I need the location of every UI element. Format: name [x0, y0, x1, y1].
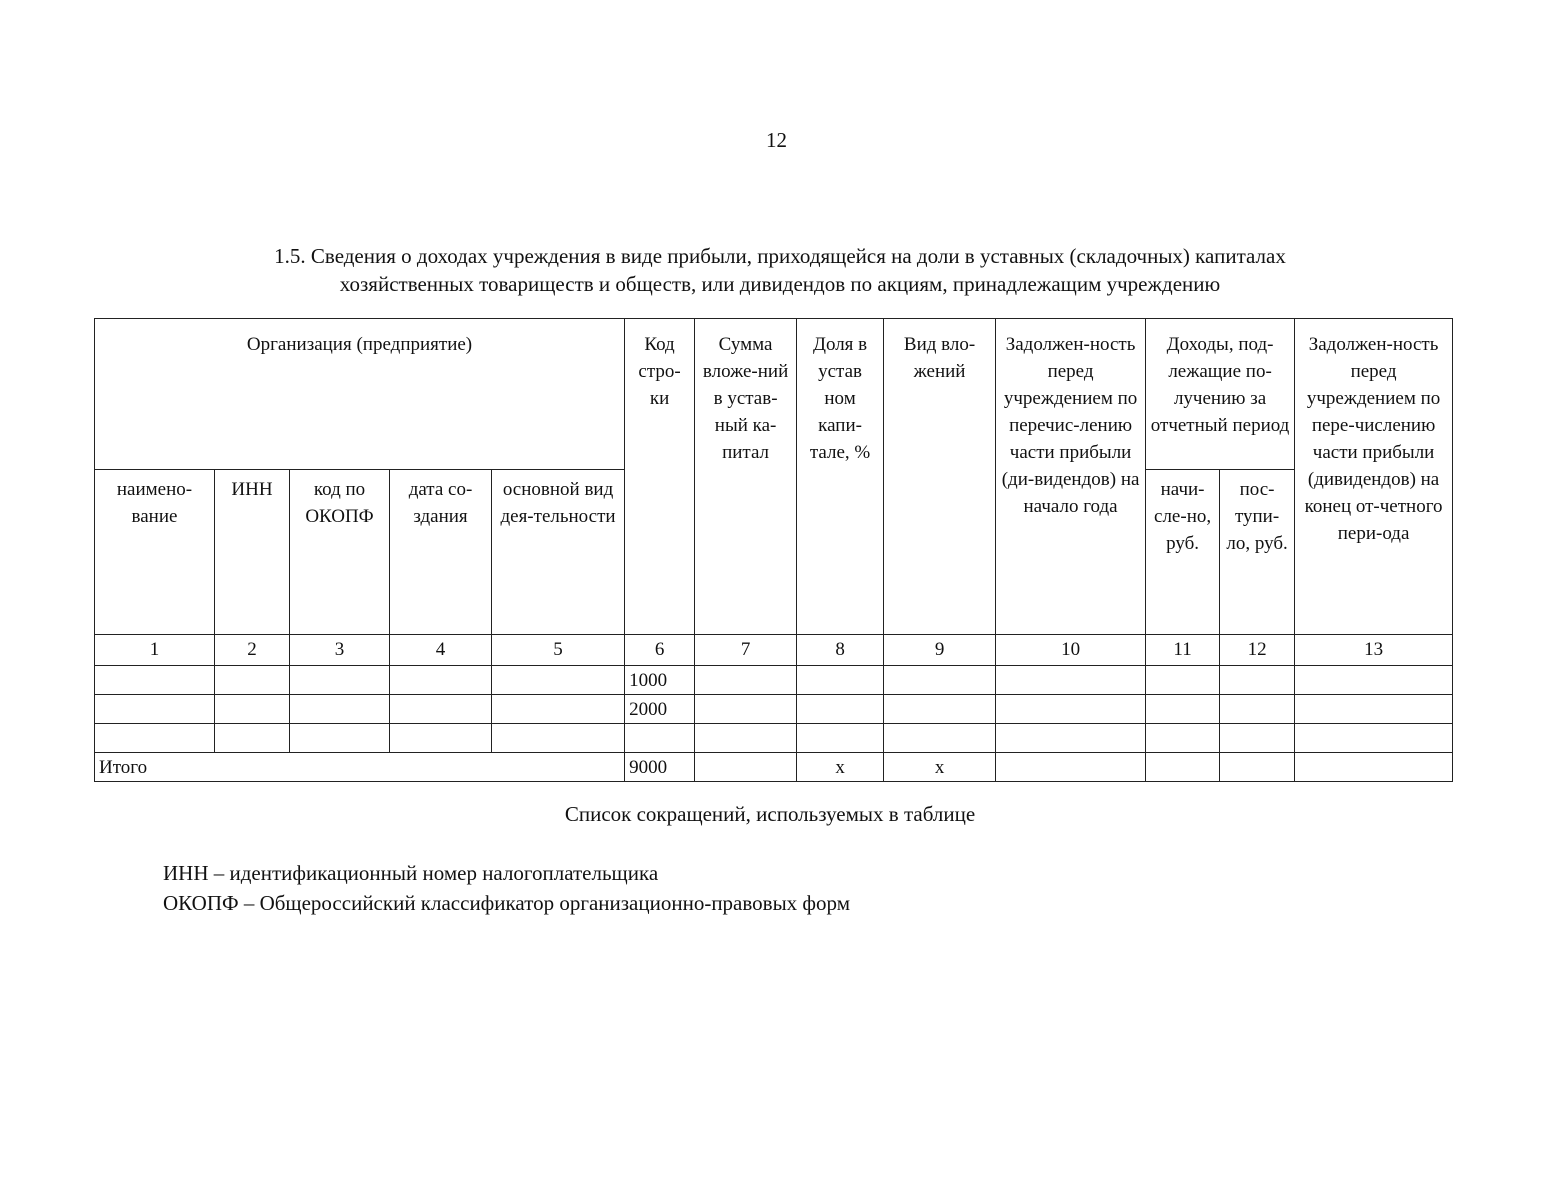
cell-accrued: [1146, 724, 1220, 753]
cell-name: [95, 666, 215, 695]
header-income-group: Доходы, под-лежащие по-лучению за отчетный период: [1146, 319, 1295, 470]
header-name: наимено-вание: [95, 470, 215, 635]
cell-capital-share: [797, 666, 884, 695]
header-received: пос-тупи-ло, руб.: [1220, 470, 1295, 635]
header-row-code: Код стро-ки: [625, 319, 695, 635]
cell-creation-date: [390, 666, 492, 695]
cell-debt-end: [1295, 695, 1453, 724]
total-debt-start: [996, 753, 1146, 782]
income-table: [94, 318, 1453, 782]
cell-row-code: [625, 724, 695, 753]
cell-inn: [215, 695, 290, 724]
total-investment-sum: [695, 753, 797, 782]
cell-debt-start: [996, 695, 1146, 724]
column-number: 12: [1220, 635, 1295, 666]
section-title-line-1: 1.5. Сведения о доходах учреждения в виде прибыли, приходящейся на доли в уставных (складочных) капиталах: [274, 244, 1286, 268]
column-numbers-row: [95, 635, 1453, 666]
cell-investment-sum: [695, 724, 797, 753]
column-number: 3: [290, 635, 390, 666]
header-inn: ИНН: [215, 470, 290, 635]
total-capital-share: х: [797, 753, 884, 782]
cell-debt-end: [1295, 666, 1453, 695]
table-row: [95, 666, 1453, 695]
column-number: 10: [996, 635, 1146, 666]
cell-investment-sum: [695, 695, 797, 724]
cell-inn: [215, 666, 290, 695]
header-investment-sum: Сумма вложе-ний в устав-ный ка-питал: [695, 319, 797, 635]
column-number: 1: [95, 635, 215, 666]
cell-investment-type: [884, 695, 996, 724]
cell-accrued: [1146, 666, 1220, 695]
column-number: 4: [390, 635, 492, 666]
cell-received: [1220, 724, 1295, 753]
header-creation-date: дата со-здания: [390, 470, 492, 635]
column-number: 5: [492, 635, 625, 666]
header-investment-type: Вид вло-жений: [884, 319, 996, 635]
total-label: Итого: [95, 753, 625, 782]
cell-row-code: 1000: [625, 666, 695, 695]
cell-investment-sum: [695, 666, 797, 695]
cell-investment-type: [884, 666, 996, 695]
cell-inn: [215, 724, 290, 753]
total-received: [1220, 753, 1295, 782]
cell-activity: [492, 695, 625, 724]
column-number: 7: [695, 635, 797, 666]
cell-debt-end: [1295, 724, 1453, 753]
cell-debt-start: [996, 666, 1146, 695]
abbreviations-title: Список сокращений, используемых в таблице: [564, 802, 976, 826]
header-capital-share: Доля в устав ном капи-тале, %: [797, 319, 884, 635]
column-number: 2: [215, 635, 290, 666]
cell-okopf: [290, 724, 390, 753]
cell-accrued: [1146, 695, 1220, 724]
total-debt-end: [1295, 753, 1453, 782]
section-title: [130, 242, 1430, 298]
column-number: 6: [625, 635, 695, 666]
cell-investment-type: [884, 724, 996, 753]
cell-name: [95, 724, 215, 753]
header-organization: Организация (предприятие): [95, 319, 625, 470]
header-accrued: начи-сле-но, руб.: [1146, 470, 1220, 635]
cell-row-code: 2000: [625, 695, 695, 724]
abbreviations-list: [163, 858, 850, 918]
abbreviation-item: ИНН – идентификационный номер налогоплательщика: [163, 861, 659, 885]
total-row: [95, 753, 1453, 782]
cell-received: [1220, 666, 1295, 695]
total-row-code: 9000: [625, 753, 695, 782]
section-title-line-2: хозяйственных товариществ и обществ, или дивидендов по акциям, принадлежащим учреждению: [339, 272, 1221, 296]
cell-name: [95, 695, 215, 724]
cell-capital-share: [797, 724, 884, 753]
header-debt-end: Задолжен-ность перед учреждением по пере-числению части прибыли (дивидендов) на конец от-четного пери-ода: [1295, 319, 1453, 635]
column-number: 13: [1295, 635, 1453, 666]
header-okopf: код по ОКОПФ: [290, 470, 390, 635]
cell-capital-share: [797, 695, 884, 724]
cell-received: [1220, 695, 1295, 724]
cell-okopf: [290, 666, 390, 695]
table-row: [95, 695, 1453, 724]
column-number: 8: [797, 635, 884, 666]
table-row: [95, 724, 1453, 753]
page-number: 12: [766, 128, 787, 152]
header-debt-start: Задолжен-ность перед учреждением по перечис-лению части прибыли (ди-видендов) на начало года: [996, 319, 1146, 635]
column-number: 9: [884, 635, 996, 666]
cell-activity: [492, 666, 625, 695]
cell-activity: [492, 724, 625, 753]
cell-debt-start: [996, 724, 1146, 753]
header-activity: основной вид дея-тельности: [492, 470, 625, 635]
total-investment-type: х: [884, 753, 996, 782]
abbreviation-item: ОКОПФ – Общероссийский классификатор организационно-правовых форм: [163, 891, 851, 915]
column-number: 11: [1146, 635, 1220, 666]
cell-okopf: [290, 695, 390, 724]
total-accrued: [1146, 753, 1220, 782]
cell-creation-date: [390, 724, 492, 753]
cell-creation-date: [390, 695, 492, 724]
